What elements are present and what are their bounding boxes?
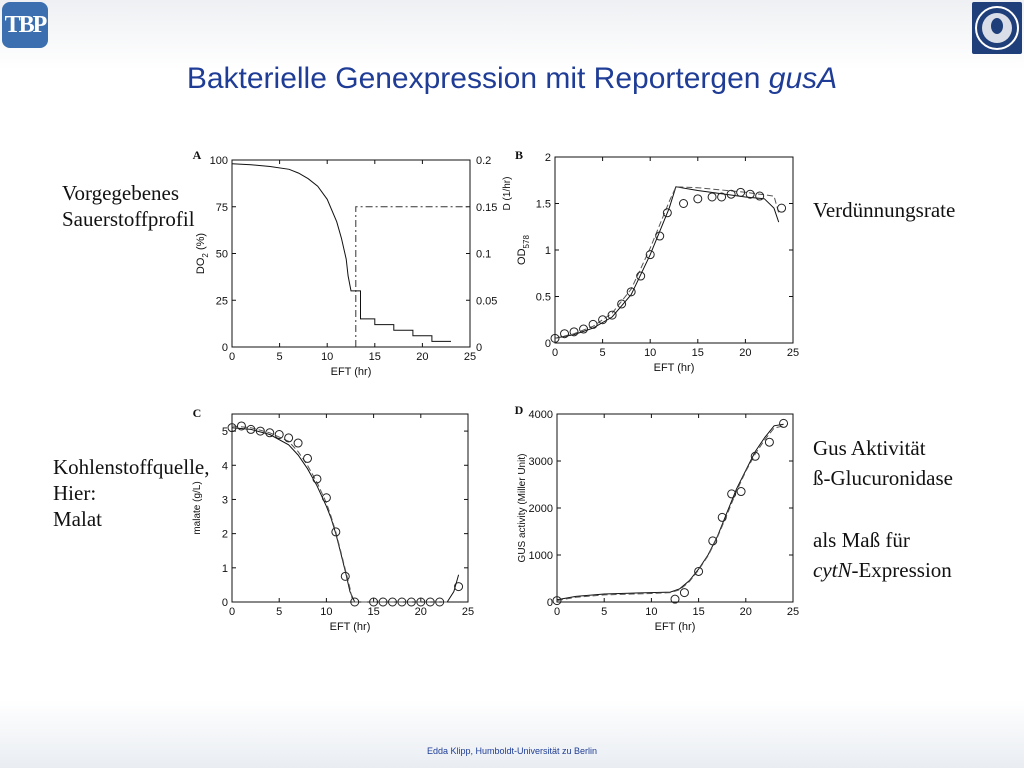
y-tick-label-3: 1.5 bbox=[535, 198, 551, 211]
x-tick-label-5: 25 bbox=[461, 606, 475, 618]
x-tick-label-2: 10 bbox=[645, 606, 658, 618]
y2-tick-label-3: 0.15 bbox=[476, 201, 498, 214]
y2-tick-label-2: 0.1 bbox=[476, 248, 492, 261]
x-tick-label-3: 15 bbox=[691, 347, 704, 359]
y2-tick-label-1: 0.05 bbox=[476, 295, 498, 308]
panel-letter: B bbox=[514, 148, 524, 162]
x-tick-label-1: 5 bbox=[276, 606, 283, 618]
series-line-0 bbox=[232, 428, 459, 602]
data-point bbox=[304, 454, 312, 462]
data-point bbox=[680, 200, 688, 208]
data-point bbox=[637, 272, 645, 280]
y-tick-label-3: 75 bbox=[215, 201, 228, 214]
label-gus: Gus Aktivität ß-Glucuronidase als Maß für cytN-Expression bbox=[813, 436, 953, 582]
y-tick-label-0: 0 bbox=[544, 338, 551, 350]
x-tick-label-3: 15 bbox=[368, 351, 381, 363]
x-tick-label-1: 5 bbox=[599, 347, 606, 359]
x-tick-label-5: 25 bbox=[786, 606, 800, 618]
y-tick-label-3: 3000 bbox=[528, 456, 553, 468]
y-tick-label-1: 25 bbox=[215, 295, 228, 308]
y-tick-label-2: 1 bbox=[544, 245, 551, 257]
tbp-logo: TBP bbox=[2, 2, 48, 48]
x-axis-label: EFT (hr) bbox=[330, 366, 372, 378]
y-axis-label: $OD_{578}$ bbox=[516, 235, 531, 265]
x-tick-label-0: 0 bbox=[553, 606, 561, 618]
data-point bbox=[589, 320, 597, 328]
y-tick-label-4: 4000 bbox=[528, 409, 553, 421]
series-line-0 bbox=[232, 164, 451, 342]
x-tick-label-1: 5 bbox=[601, 606, 608, 618]
plot-frame bbox=[557, 414, 793, 602]
y-tick-label-4: 4 bbox=[221, 460, 228, 473]
y-tick-label-5: 5 bbox=[221, 426, 228, 439]
y-tick-label-1: 1000 bbox=[528, 550, 553, 562]
x-axis-label: EFT (hr) bbox=[654, 621, 696, 633]
y-tick-label-2: 2000 bbox=[528, 503, 553, 515]
slide-title: Bakterielle Genexpression mit Reportergen gusA bbox=[186, 62, 838, 95]
y-tick-label-2: 50 bbox=[215, 248, 228, 261]
data-point bbox=[656, 232, 664, 240]
data-point bbox=[780, 419, 788, 427]
y-axis-label: $DO_2$ (%) bbox=[195, 232, 210, 275]
x-tick-label-5: 25 bbox=[463, 351, 477, 363]
x-axis-label: EFT (hr) bbox=[329, 621, 371, 633]
y-tick-label-1: 1 bbox=[221, 562, 228, 575]
panel-letter: C bbox=[192, 406, 202, 420]
label-sauerstoff: Vorgegebenes Sauerstoffprofil bbox=[62, 181, 195, 231]
x-tick-label-0: 0 bbox=[228, 606, 236, 618]
x-axis-label: EFT (hr) bbox=[653, 362, 695, 374]
chart-a-oxygen-profile bbox=[185, 145, 513, 385]
y2-tick-label-0: 0 bbox=[476, 342, 483, 354]
plot-frame bbox=[232, 160, 470, 347]
series-line-0 bbox=[557, 424, 784, 599]
series-line-1 bbox=[557, 426, 784, 601]
footer-credit: Edda Klipp, Humboldt-Universität zu Berlin bbox=[426, 746, 598, 756]
x-tick-label-3: 15 bbox=[692, 606, 705, 618]
series-line-1 bbox=[356, 207, 470, 347]
data-point bbox=[680, 589, 688, 597]
y-tick-label-4: 2 bbox=[544, 152, 551, 164]
series-line-1 bbox=[232, 426, 447, 602]
x-tick-label-0: 0 bbox=[228, 351, 236, 363]
y-axis-label: GUS activity (Miller Unit) bbox=[517, 453, 528, 563]
x-tick-label-4: 20 bbox=[739, 606, 752, 618]
data-point bbox=[778, 204, 786, 212]
y-tick-label-4: 100 bbox=[209, 155, 228, 167]
data-point bbox=[455, 583, 463, 591]
x-tick-label-1: 5 bbox=[276, 351, 283, 363]
data-point bbox=[694, 195, 702, 203]
data-point bbox=[285, 434, 293, 442]
x-tick-label-2: 10 bbox=[321, 351, 334, 363]
y-tick-label-2: 2 bbox=[221, 528, 228, 541]
x-tick-label-5: 25 bbox=[786, 347, 800, 359]
data-point bbox=[765, 438, 773, 446]
x-tick-label-4: 20 bbox=[739, 347, 752, 359]
label-verduennung: Verdünnungsrate bbox=[813, 198, 956, 222]
y-tick-label-0: 0 bbox=[546, 597, 553, 609]
y-tick-label-0: 0 bbox=[221, 597, 228, 609]
x-tick-label-3: 15 bbox=[367, 606, 380, 618]
panel-letter: A bbox=[192, 148, 202, 162]
y-tick-label-0: 0 bbox=[221, 342, 228, 354]
y2-axis-label: D (1/hr) bbox=[502, 176, 513, 211]
x-tick-label-2: 10 bbox=[644, 347, 657, 359]
chart-c-malate bbox=[185, 400, 485, 645]
series-line-0 bbox=[555, 187, 779, 338]
series-line-1 bbox=[555, 187, 779, 338]
y-axis-label: malate (g/L) bbox=[192, 481, 203, 535]
y-tick-label-1: 0.5 bbox=[535, 291, 551, 304]
plot-frame bbox=[232, 414, 468, 602]
data-point bbox=[756, 192, 764, 200]
y-tick-label-3: 3 bbox=[221, 494, 228, 507]
y2-tick-label-4: 0.2 bbox=[476, 155, 492, 167]
data-point bbox=[294, 439, 302, 447]
chart-b-od578 bbox=[505, 145, 810, 385]
x-tick-label-2: 10 bbox=[320, 606, 333, 618]
x-tick-label-4: 20 bbox=[414, 606, 427, 618]
data-point bbox=[341, 572, 349, 580]
data-point bbox=[737, 488, 745, 496]
humboldt-seal-icon bbox=[972, 2, 1022, 54]
data-point bbox=[708, 193, 716, 201]
chart-d-gus-activity bbox=[505, 400, 810, 645]
plot-frame bbox=[555, 157, 793, 343]
panel-letter: D bbox=[514, 403, 524, 417]
x-tick-label-4: 20 bbox=[416, 351, 429, 363]
label-kohlenstoff: Kohlenstoffquelle, Hier: Malat bbox=[53, 455, 210, 531]
x-tick-label-0: 0 bbox=[551, 347, 559, 359]
